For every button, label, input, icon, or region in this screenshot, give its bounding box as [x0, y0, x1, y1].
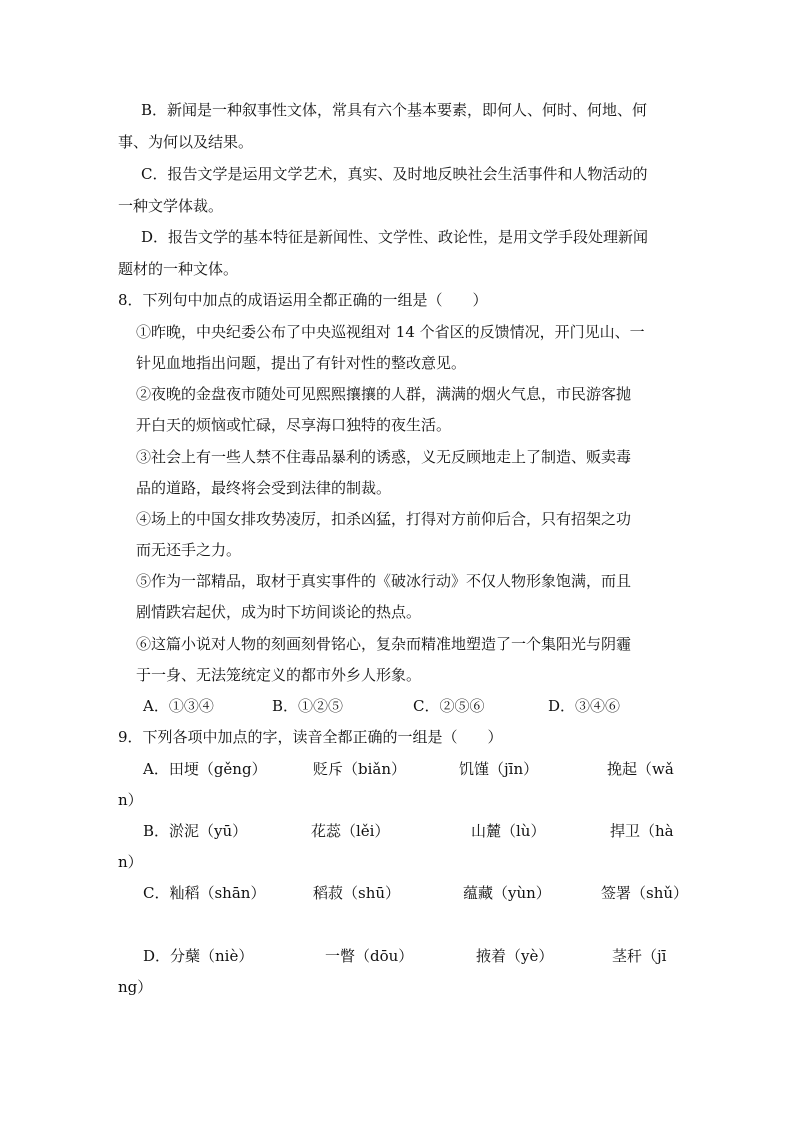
- option-b-line-1: B．新闻是一种叙事性文体，常具有六个基本要素，即何人、何时、何地、何: [141, 101, 648, 119]
- question-8-stem: 8．下列句中加点的成语运用全都正确的一组是（ ）: [118, 291, 488, 309]
- item-6-line-1: ⑥这篇小说对人物的刻画刻骨铭心，复杂而精准地塑造了一个集阳光与阴霾: [136, 635, 632, 653]
- option-c-line-1: C．报告文学是运用文学艺术，真实、及时地反映社会生活事件和人物活动的: [141, 165, 648, 183]
- q9-b-word-4: 捍卫（hà: [610, 822, 674, 840]
- q8-option-d: D．③④⑥: [548, 697, 621, 715]
- option-d-line-2: 题材的一种文体。: [118, 260, 239, 278]
- q9-a-word-4: 挽起（wǎ: [607, 760, 674, 778]
- q8-option-a: A．①③④: [143, 697, 214, 715]
- option-b-line-2: 事、为何以及结果。: [118, 133, 254, 151]
- item-2-line-1: ②夜晚的金盘夜市随处可见熙熙攘攘的人群，满满的烟火气息，市民游客抛: [136, 385, 632, 403]
- q9-c-word-1: C．籼稻（shān）: [143, 884, 266, 902]
- q9-d-word-3: 掖着（yè）: [476, 947, 554, 965]
- q9-d-word-4: 茎秆（jī: [612, 947, 667, 965]
- q9-c-word-2: 稻菽（shū）: [313, 884, 401, 902]
- item-2-line-2: 开白天的烦恼或忙碌，尽享海口独特的夜生活。: [136, 416, 452, 434]
- q8-option-c: C．②⑤⑥: [413, 697, 485, 715]
- item-5-line-2: 剧情跌宕起伏，成为时下坊间谈论的热点。: [136, 603, 422, 621]
- q9-b-word-2: 花蕊（lěi）: [311, 822, 390, 840]
- q9-b-word-3: 山麓（lù）: [471, 822, 546, 840]
- item-3-line-1: ③社会上有一些人禁不住毒品暴利的诱惑，义无反顾地走上了制造、贩卖毒: [136, 448, 632, 466]
- q9-a-word-1: A．田埂（gěng）: [143, 760, 267, 778]
- q9-c-word-3: 蕴藏（yùn）: [463, 884, 551, 902]
- q9-d-word-2: 一瞥（dōu）: [325, 947, 414, 965]
- q9-c-word-4: 签署（shǔ）: [601, 884, 689, 902]
- option-d-line-1: D．报告文学的基本特征是新闻性、文学性、政论性，是用文学手段处理新闻: [141, 228, 649, 246]
- item-1-line-1: ①昨晚，中央纪委公布了中央巡视组对 14 个省区的反馈情况，开门见山、一: [136, 323, 645, 341]
- option-c-line-2: 一种文学体裁。: [118, 197, 224, 215]
- q9-a-word-3: 饥馑（jīn）: [459, 760, 539, 778]
- q9-d-word-1: D．分蘖（niè）: [143, 947, 254, 965]
- item-3-line-2: 品的道路，最终将会受到法律的制裁。: [136, 479, 392, 497]
- q9-a-wrap: n）: [118, 791, 143, 809]
- q9-b-wrap: n）: [118, 853, 143, 871]
- q9-d-wrap: ng）: [118, 978, 153, 996]
- q9-a-word-2: 贬斥（biǎn）: [313, 760, 407, 778]
- q8-option-b: B．①②⑤: [272, 697, 344, 715]
- item-1-line-2: 针见血地指出问题，提出了有针对性的整改意见。: [136, 354, 467, 372]
- item-5-line-1: ⑤作为一部精品，取材于真实事件的《破冰行动》不仅人物形象饱满，而且: [136, 572, 632, 590]
- item-4-line-2: 而无还手之力。: [136, 541, 242, 559]
- item-6-line-2: 于一身、无法笼统定义的都市外乡人形象。: [136, 666, 422, 684]
- item-4-line-1: ④场上的中国女排攻势凌厉，扣杀凶猛，打得对方前仰后合，只有招架之功: [136, 510, 632, 528]
- question-9-stem: 9．下列各项中加点的字，读音全都正确的一组是（ ）: [118, 728, 503, 746]
- q9-b-word-1: B．淤泥（yū）: [143, 822, 248, 840]
